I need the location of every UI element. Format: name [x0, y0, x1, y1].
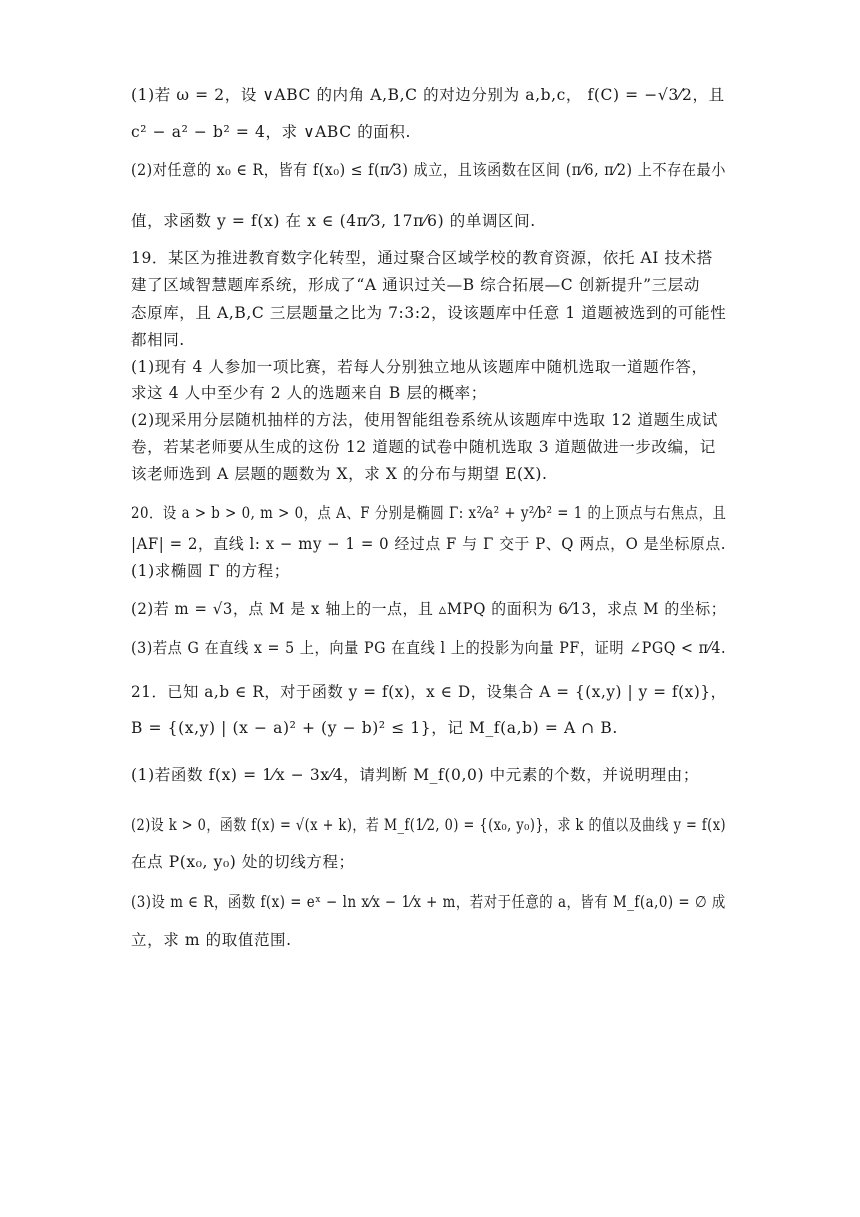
line-q21-part1: (1)若函数 f(x) = 1⁄x − 3x⁄4，请判断 M_f(0,0) 中元素的个数，并说明理由； [131, 766, 699, 784]
line-q21-part2-a: (2)设 k > 0，函数 f(x) = √(x + k)，若 M_f(1⁄2, 0) = {(x₀, y₀)}，求 k 的值以及曲线 y = f(x) [131, 816, 727, 834]
line-q21-part3-a: (3)设 m ∈ R，函数 f(x) = eˣ − ln x⁄x − 1⁄x + m，若对于任意的 a，皆有 M_f(a,0) = ∅ 成 [131, 893, 726, 911]
line-q19-part2-b: 卷，若某老师要从生成的这份 12 道题的试卷中随机选取 3 道题做进一步改编，记 [131, 438, 716, 456]
line-q19-part1-b: 求这 4 人中至少有 2 人的选题来自 B 层的概率； [131, 384, 487, 402]
line-q19-stem-b: 建了区域智慧题库系统，形成了“A 通识过关—B 综合拓展—C 创新提升”三层动 [131, 276, 700, 294]
line-q21-part3-b: 立，求 m 的取值范围. [131, 931, 292, 949]
line-q18-part2-b: 值，求函数 y = f(x) 在 x ∈ (4π⁄3, 17π⁄6) 的单调区间. [131, 212, 536, 230]
line-q20-part2: (2)若 m = √3，点 M 是 x 轴上的一点，且 ▵MPQ 的面积为 6⁄13，求点 M 的坐标； [131, 600, 727, 618]
line-q19-stem-c: 态原库，且 A,B,C 三层题量之比为 7:3:2，设该题库中任意 1 道题被选到的可能性 [131, 304, 727, 322]
line-q21-part2-b: 在点 P(x₀, y₀) 处的切线方程； [131, 853, 355, 871]
line-q18-part1-b: c² − a² − b² = 4，求 ∨ABC 的面积. [131, 123, 412, 141]
line-q19-part2-a: (2)现采用分层随机抽样的方法，使用智能组卷系统从该题库中选取 12 道题生成试 [131, 411, 719, 429]
line-q21-stem-a: 21．已知 a,b ∈ R，对于函数 y = f(x)，x ∈ D，设集合 A = {(x,y) | y = f(x)}， [131, 683, 727, 701]
line-q20-part3: (3)若点 G 在直线 x = 5 上，向量 PG 在直线 l 上的投影为向量 PF，证明 ∠PGQ < π⁄4. [131, 639, 727, 657]
line-q18-part2-a: (2)对任意的 x₀ ∈ R，皆有 f(x₀) ≤ f(π⁄3) 成立，且该函数在区间 (π⁄6, π⁄2) 上不存在最小 [131, 161, 726, 179]
line-q19-part2-c: 该老师选到 A 层题的题数为 X，求 X 的分布与期望 E(X). [131, 465, 548, 483]
line-q20-stem-b: |AF| = 2，直线 l: x − my − 1 = 0 经过点 F 与 Γ 交于 P、Q 两点，O 是坐标原点. [131, 535, 727, 553]
line-q19-stem-d: 都相同. [131, 331, 185, 349]
line-q20-stem-a: 20．设 a > b > 0, m > 0，点 A、F 分别是椭圆 Γ: x²⁄a² + y²⁄b² = 1 的上顶点与右焦点，且 [131, 504, 727, 522]
line-q20-part1: (1)求椭圆 Γ 的方程； [131, 562, 290, 580]
line-q18-part1-a: (1)若 ω = 2，设 ∨ABC 的内角 A,B,C 的对边分别为 a,b,c， f(C) = −√3⁄2，且 [131, 86, 725, 104]
line-q19-part1-a: (1)现有 4 人参加一项比赛，若每人分别独立地从该题库中随机选取一道题作答， [131, 358, 708, 376]
line-q19-stem-a: 19．某区为推进教育数字化转型，通过聚合区域学校的教育资源，依托 AI 技术搭 [131, 249, 713, 267]
line-q21-stem-b: B = {(x,y) | (x − a)² + (y − b)² ≤ 1}，记 M_f(a,b) = A ∩ B. [131, 719, 618, 737]
